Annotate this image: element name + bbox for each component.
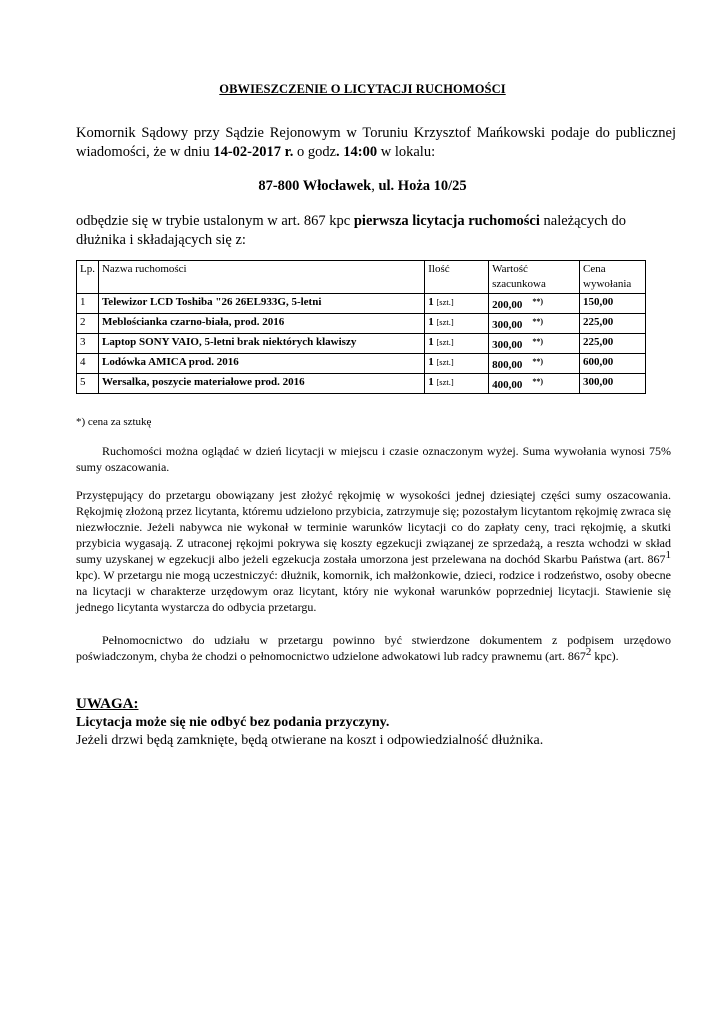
lead-prefix: odbędzie się w trybie ustalonym w art. 867 kpc — [76, 213, 354, 229]
row-price: 300,00 — [580, 374, 646, 394]
row-price: 150,00 — [580, 294, 646, 314]
table-row — [77, 314, 646, 334]
lead-paragraph — [76, 212, 676, 250]
deposit-text-rest: kpc). W przetargu nie mogą uczestniczyć: dłużnik, komornik, ich małżonkowie, dzieci, rodzice i rodzeństwo, osoby obecne na licytacji w charakterze urzędowym oraz licytant, który nie wykonał warunków poprzedniej licytacji. Stawienie się jednego licytanta wystarcza do odbycia przetargu. — [76, 568, 671, 614]
intro-mid: o godz — [293, 144, 337, 160]
intro-prefix: Komornik Sądowy przy Sądzie Rejonowym w Toruniu Krzysztof Mańkowski podaje do publicznej wiadomości, że w dniu — [76, 125, 676, 160]
auction-time: . 14:00 — [336, 144, 378, 160]
star-mark: **) — [532, 317, 544, 326]
attorney-text: Pełnomocnictwo do udziału w przetargu powinno być stwierdzone dokumentem z podpisem urzędowo poświadczonym, chyba że chodzi o pełnomocnictwo udzielone adwokatowi lub radcy prawnemu (art. 867 — [76, 633, 671, 663]
header-price-line2: wywołania — [583, 278, 632, 290]
row-lp: 3 — [77, 334, 99, 354]
header-lp: Lp. — [77, 261, 99, 294]
auction-address — [0, 178, 725, 195]
star-mark: **) — [532, 297, 544, 306]
row-estimate — [489, 354, 580, 374]
row-name: Lodówka AMICA prod. 2016 — [98, 354, 424, 374]
qty-value: 1 — [428, 376, 434, 388]
estimate-value: 400,00 — [492, 379, 523, 391]
row-qty — [425, 354, 489, 374]
header-price-line1: Cena — [583, 263, 606, 275]
table-row — [77, 374, 646, 394]
row-estimate — [489, 314, 580, 334]
header-price — [580, 261, 646, 294]
row-qty — [425, 374, 489, 394]
row-estimate — [489, 334, 580, 354]
qty-value: 1 — [428, 296, 434, 308]
auction-date: 14-02-2017 r. — [213, 144, 294, 160]
price-footnote: *) cena za sztukę — [76, 416, 152, 428]
intro-paragraph — [76, 124, 676, 162]
header-estimate — [489, 261, 580, 294]
header-estimate-line1: Wartość — [492, 263, 528, 275]
header-qty: Ilość — [425, 261, 489, 294]
qty-unit: [szt.] — [436, 297, 454, 307]
lead-bold: pierwsza licytacja ruchomości — [353, 213, 540, 229]
table-row — [77, 294, 646, 314]
row-estimate — [489, 294, 580, 314]
attorney-text-rest: kpc). — [591, 649, 619, 663]
qty-unit: [szt.] — [436, 317, 454, 327]
row-name: Telewizor LCD Toshiba "26 26EL933G, 5-letni — [98, 294, 424, 314]
intro-suffix: w lokalu: — [377, 144, 436, 160]
deposit-text: Przystępujący do przetargu obowiązany jest złożyć rękojmię w wysokości jednej dziesiątej części sumy oszacowania. Rękojmię złożoną przez licytanta, któremu udzielono przybicia, zatrzymuje się; pozostałym licytantom rękojmię zwraca się niezwłocznie. Jeżeli nabywca nie wykonał w terminie warunków licytacji co do zapłaty ceny, traci rękojmię, a skutki przybicia wygasają. Z utraconej rękojmi pokrywa się koszty egzekucji związanej ze sprzedażą, a reszta wchodzi w skład sumy uzyskanej w egzekucji albo jeżeli egzekucja została umorzona jest przelewana na dochód Skarbu Państwa (art. 867 — [76, 488, 671, 566]
row-qty — [425, 294, 489, 314]
row-price: 600,00 — [580, 354, 646, 374]
deposit-paragraph — [76, 487, 671, 615]
address-street: ul. Hoża 10/25 — [378, 178, 467, 194]
row-lp: 1 — [77, 294, 99, 314]
header-name: Nazwa ruchomości — [98, 261, 424, 294]
star-mark: **) — [532, 337, 544, 346]
row-lp: 2 — [77, 314, 99, 334]
row-qty — [425, 314, 489, 334]
attorney-article-sup: 2 — [585, 646, 592, 658]
star-mark: **) — [532, 357, 544, 366]
items-table — [76, 260, 646, 394]
qty-unit: [szt.] — [436, 337, 454, 347]
address-separator: , — [371, 178, 379, 194]
row-estimate — [489, 374, 580, 394]
power-of-attorney-paragraph — [76, 632, 671, 664]
warning-line-2: Jeżeli drzwi będą zamknięte, będą otwierane na koszt i odpowiedzialność dłużnika. — [76, 733, 544, 748]
row-name: Laptop SONY VAIO, 5-letni brak niektórych klawiszy — [98, 334, 424, 354]
table-header-row — [77, 261, 646, 294]
warning-line-1: Licytacja może się nie odbyć bez podania przyczyny. — [76, 715, 390, 730]
estimate-value: 300,00 — [492, 319, 523, 331]
viewing-paragraph: Ruchomości można oglądać w dzień licytacji w miejscu i czasie oznaczonym wyżej. Suma wywołania wynosi 75% sumy oszacowania. — [76, 444, 671, 474]
address-city: 87-800 Włocławek — [258, 178, 372, 194]
table-row — [77, 354, 646, 374]
row-price: 225,00 — [580, 334, 646, 354]
row-lp: 5 — [77, 374, 99, 394]
qty-value: 1 — [428, 316, 434, 328]
qty-unit: [szt.] — [436, 357, 454, 367]
qty-value: 1 — [428, 336, 434, 348]
row-price: 225,00 — [580, 314, 646, 334]
row-name: Meblościanka czarno-biała, prod. 2016 — [98, 314, 424, 334]
estimate-value: 300,00 — [492, 339, 523, 351]
table-row — [77, 334, 646, 354]
header-estimate-line2: szacunkowa — [492, 278, 546, 290]
row-qty — [425, 334, 489, 354]
estimate-value: 800,00 — [492, 359, 523, 371]
star-mark: **) — [532, 377, 544, 386]
row-name: Wersalka, poszycie materiałowe prod. 2016 — [98, 374, 424, 394]
qty-value: 1 — [428, 356, 434, 368]
row-lp: 4 — [77, 354, 99, 374]
warning-heading: UWAGA: — [76, 696, 139, 712]
estimate-value: 200,00 — [492, 299, 523, 311]
lead-suffix: należących do dłużnika i składających się z: — [76, 213, 627, 248]
qty-unit: [szt.] — [436, 377, 454, 387]
notice-title: OBWIESZCZENIE O LICYTACJI RUCHOMOŚCI — [219, 82, 506, 96]
deposit-article-sup: 1 — [665, 549, 671, 561]
